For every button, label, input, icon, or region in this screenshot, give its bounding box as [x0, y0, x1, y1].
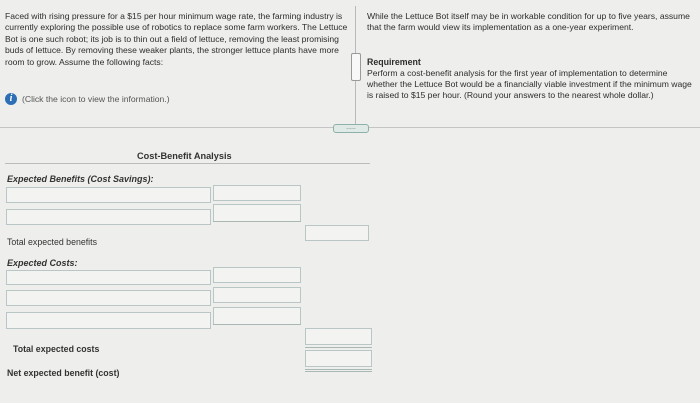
info-circle-icon[interactable]: i	[5, 93, 17, 105]
net-benefit-input[interactable]	[305, 350, 372, 367]
problem-intro-text: Faced with rising pressure for a $15 per hour minimum wage rate, the farming industry is currently exploring the possible use of robotics to replace some farm workers. The Lettuce Bot is one such robot; its job is to thin out a field of lettuce, removing the least promising buds of lettuce. By removing these weaker plants, the stronger lettuce plants have more room to grow. Assume the following facts:	[5, 11, 348, 67]
benefits-heading: Expected Benefits (Cost Savings):	[7, 174, 154, 184]
total-costs-input[interactable]	[305, 328, 372, 345]
cost-amount-input-3[interactable]	[213, 307, 301, 325]
total-costs-underline	[305, 347, 372, 348]
benefit-subtotal-line	[213, 221, 301, 222]
benefit-amount-input-1[interactable]	[213, 185, 301, 201]
cost-amount-input-2[interactable]	[213, 287, 301, 303]
expand-more-button[interactable]: .....	[333, 124, 369, 133]
costs-heading: Expected Costs:	[7, 258, 78, 268]
panel-resize-handle[interactable]	[351, 53, 361, 81]
requirement-title: Requirement	[367, 57, 421, 67]
cost-amount-input-1[interactable]	[213, 267, 301, 283]
benefit-label-input-1[interactable]	[6, 187, 211, 203]
info-link[interactable]	[5, 93, 170, 105]
total-costs-label: Total expected costs	[13, 344, 100, 354]
problem-right-intro: While the Lettuce Bot itself may be in workable condition for up to five years, assume that the farm would view its implementation as a one-year experiment.	[367, 11, 690, 32]
requirement-text: Perform a cost-benefit analysis for the first year of implementation to determine whether the Lettuce Bot would be a financially viable investment if the minimum wage is raised to $15 per hour. (Round your answers to the nearest whole dollar.)	[367, 68, 692, 100]
cost-label-input-2[interactable]	[6, 290, 211, 306]
cost-label-input-3[interactable]	[6, 312, 211, 329]
analysis-title: Cost-Benefit Analysis	[137, 151, 232, 161]
info-link-text[interactable]: (Click the icon to view the information.)	[22, 94, 170, 104]
net-benefit-underline-2	[305, 371, 372, 372]
net-benefit-label: Net expected benefit (cost)	[7, 368, 120, 378]
analysis-title-underline	[5, 163, 370, 164]
net-benefit-underline-1	[305, 369, 372, 370]
total-benefits-input[interactable]	[305, 225, 369, 241]
cost-subtotal-line	[213, 324, 301, 325]
benefit-label-input-2[interactable]	[6, 209, 211, 225]
cost-label-input-1[interactable]	[6, 270, 211, 285]
total-benefits-label: Total expected benefits	[7, 237, 97, 247]
benefit-amount-input-2[interactable]	[213, 204, 301, 222]
